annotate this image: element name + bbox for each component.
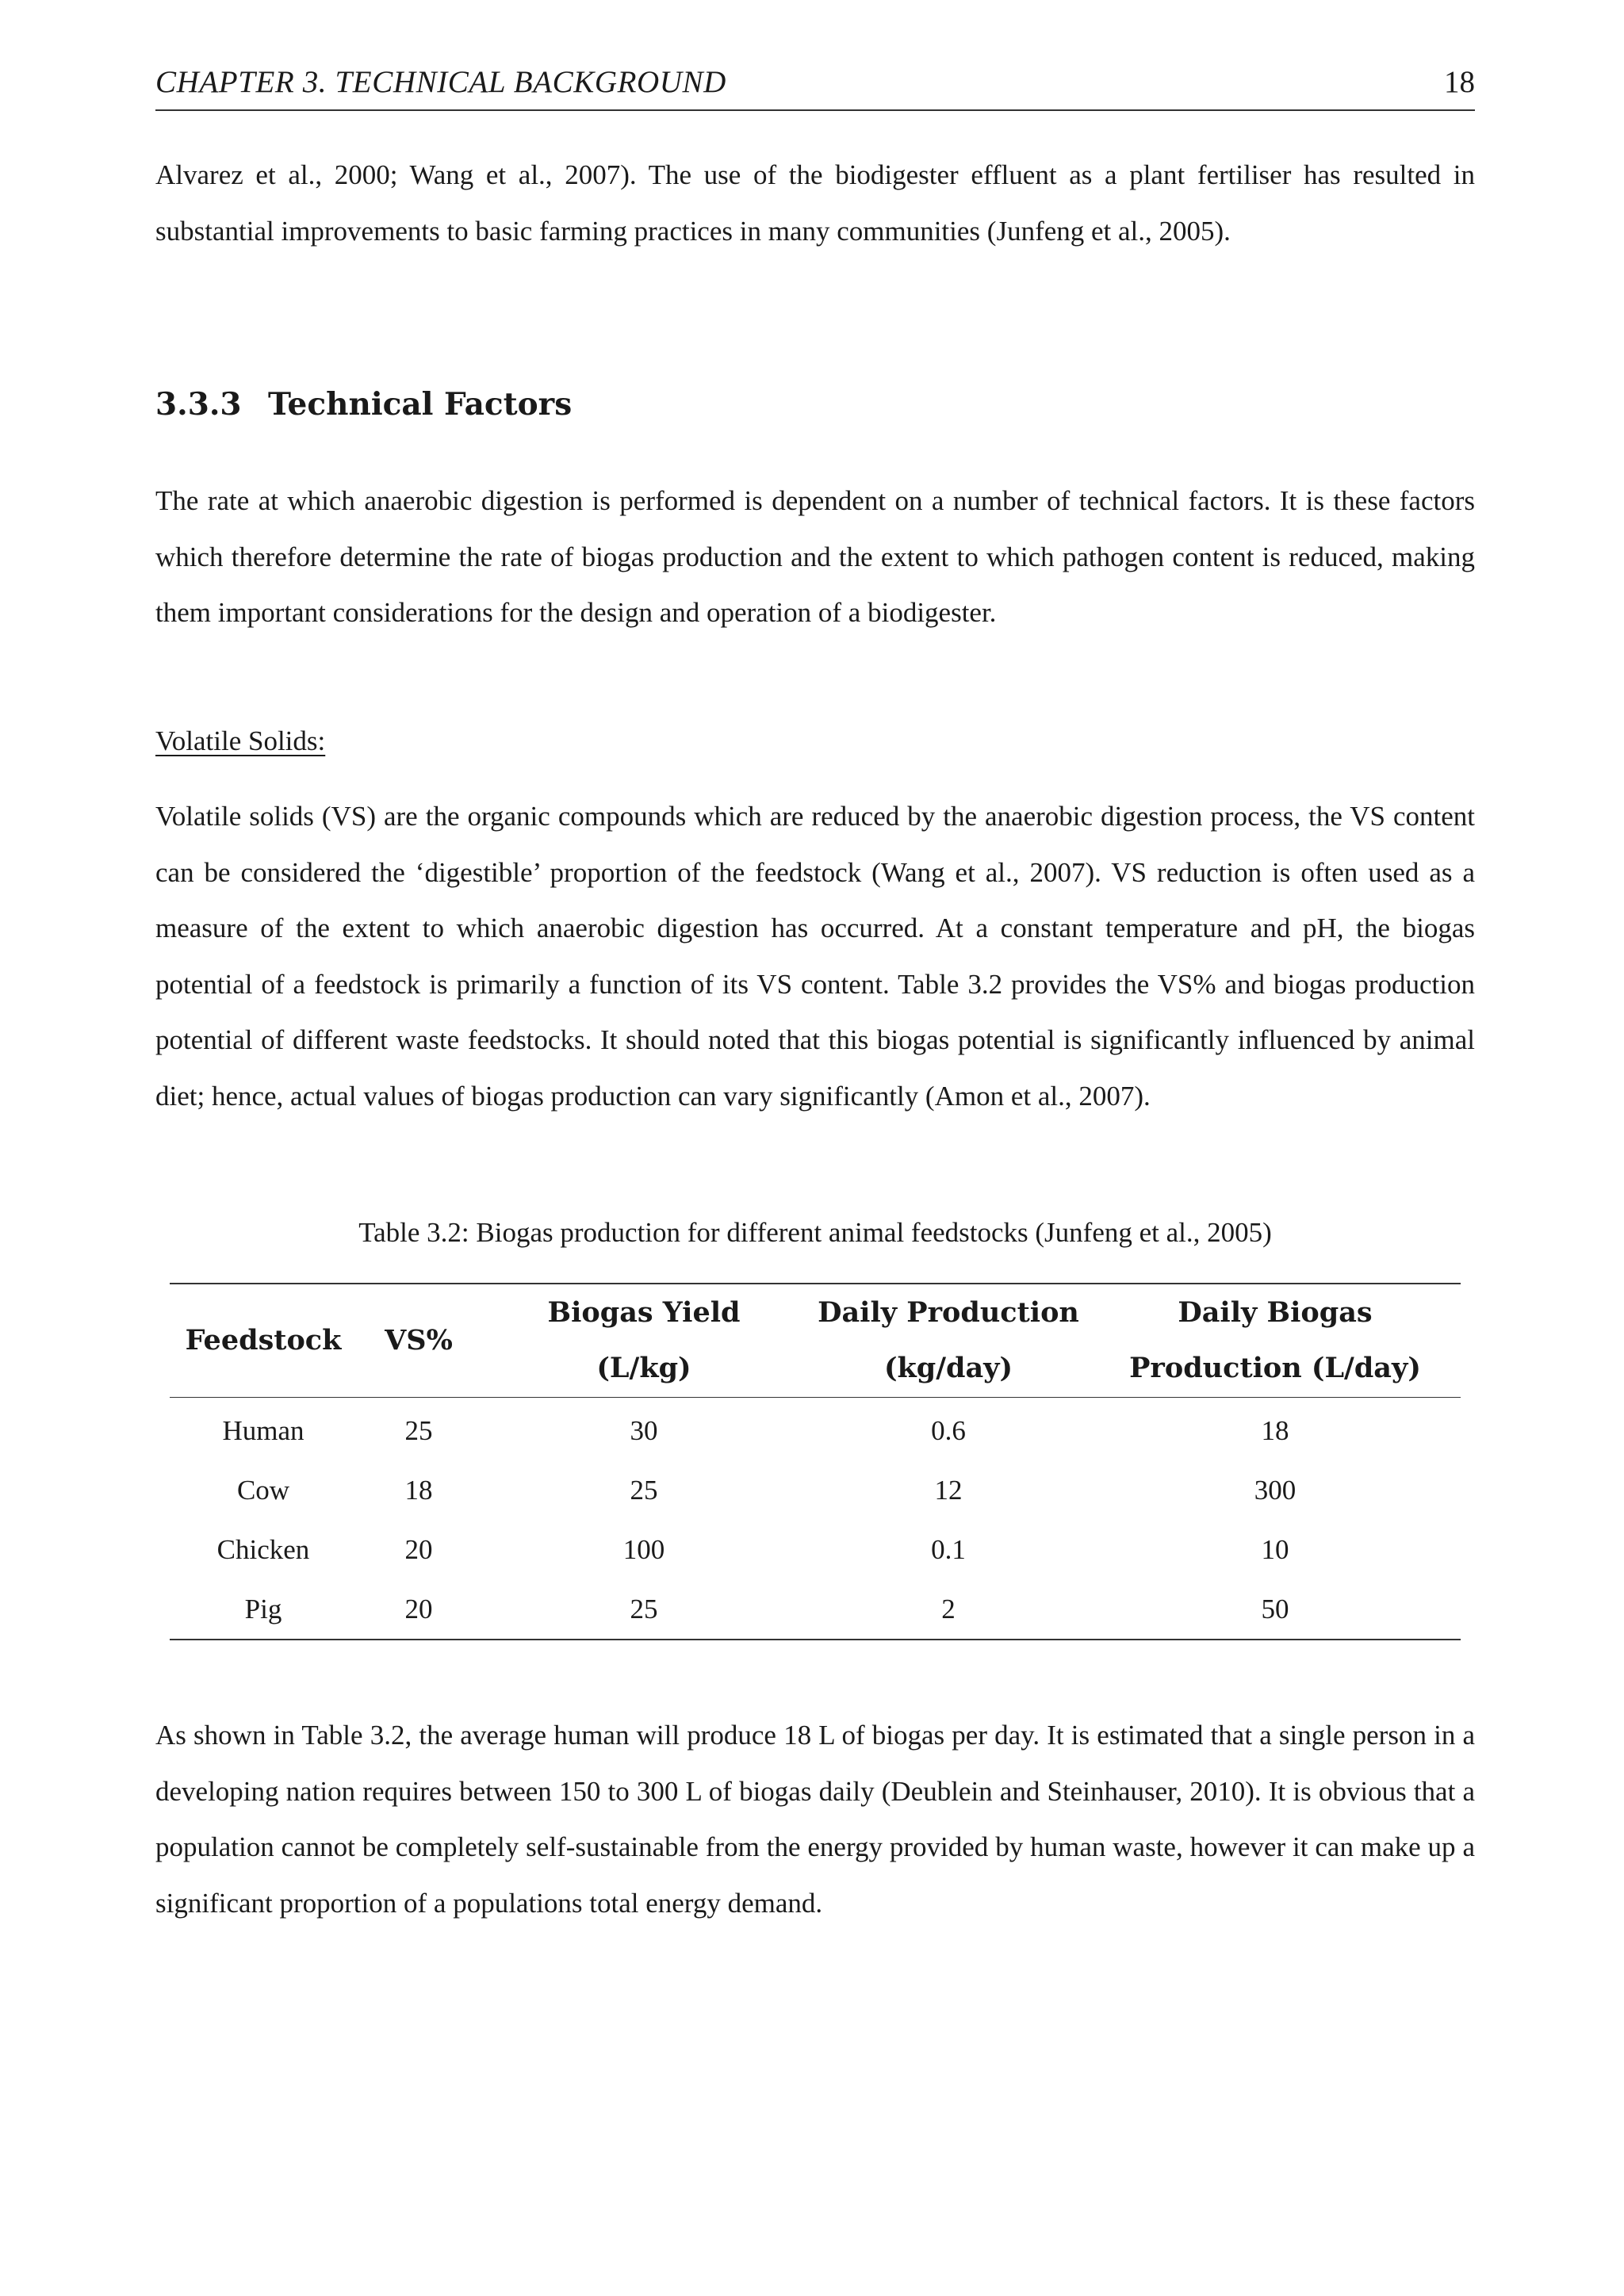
table-row (170, 1520, 1461, 1579)
cell-vs: 18 (404, 1475, 433, 1506)
cell-biogas: 50 (1261, 1594, 1289, 1624)
cell-feedstock: Pig (244, 1594, 282, 1624)
header-daily-biogas: Daily Biogas Production (L/day) (1129, 1296, 1421, 1384)
cell-vs: 25 (404, 1415, 433, 1446)
section-heading (155, 377, 572, 432)
header-biogas-yield: Biogas Yield (L/kg) (547, 1296, 741, 1384)
cell-daily: 0.1 (931, 1534, 966, 1565)
cell-feedstock: Chicken (216, 1534, 310, 1565)
cell-daily: 2 (941, 1594, 956, 1624)
header-vs: VS% (385, 1324, 453, 1357)
header-feedstock: Feedstock (185, 1324, 342, 1357)
cell-yield: 25 (630, 1475, 658, 1506)
cell-biogas: 300 (1254, 1475, 1297, 1506)
intro-paragraph: The rate at which anaerobic digestion is performed is dependent on a number of technical factors. It is these factors which therefore determine the rate of biogas production and the extent to which pathogen content is reduced, making them important considerations for the design and operation of a biodigester. (155, 485, 1475, 628)
running-header (155, 62, 1475, 111)
cell-yield: 25 (630, 1594, 658, 1624)
volatile-solids-subheading: Volatile Solids: (155, 725, 326, 756)
table-row (170, 1398, 1461, 1461)
table-header-row (170, 1284, 1461, 1398)
chapter-title: CHAPTER 3. TECHNICAL BACKGROUND (155, 65, 726, 99)
conclusion-paragraph: As shown in Table 3.2, the average human will produce 18 L of biogas per day. It is estimated that a single person in a developing nation requires between 150 to 300 L of biogas daily (Deublein and Steinhauser, 2010). It is obvious that a population cannot be completely self-sustainable from the energy provided by human waste, however it can make up a significant proportion of a populations total energy demand. (155, 1720, 1475, 1919)
cell-yield: 30 (630, 1415, 658, 1446)
cell-daily: 0.6 (931, 1415, 966, 1446)
page-number: 18 (1444, 65, 1475, 99)
table-row (170, 1460, 1461, 1520)
cell-vs: 20 (404, 1534, 433, 1565)
cell-feedstock: Human (222, 1415, 304, 1446)
cell-daily: 12 (934, 1475, 963, 1506)
document-page (155, 0, 1475, 2296)
section-number: 3.3.3 (155, 386, 242, 423)
section-title: Technical Factors (268, 386, 573, 423)
table-row (170, 1579, 1461, 1640)
cell-biogas: 18 (1261, 1415, 1289, 1446)
cell-feedstock: Cow (236, 1475, 290, 1506)
table-caption: Table 3.2: Biogas production for different animal feedstocks (Junfeng et al., 2005) (358, 1217, 1272, 1248)
header-daily-production: Daily Production (kg/day) (818, 1296, 1079, 1384)
biogas-table (170, 1283, 1461, 1640)
continuation-paragraph: Alvarez et al., 2000; Wang et al., 2007). The use of the biodigester effluent as a plant fertiliser has resulted in substantial improvements to basic farming practices in many communities (Junfeng et al., 2005). (155, 159, 1475, 247)
volatile-solids-paragraph: Volatile solids (VS) are the organic compounds which are reduced by the anaerobic digestion process, the VS content can be considered the ‘digestible’ proportion of the feedstock (Wang et al., 2007). VS reduction is often used as a measure of the extent to which anaerobic digestion has occurred. At a constant temperature and pH, the biogas potential of a feedstock is primarily a function of its VS content. Table 3.2 provides the VS% and biogas production potential of different waste feedstocks. It should noted that this biogas potential is significantly influenced by animal diet; hence, actual values of biogas production can vary significantly (Amon et al., 2007). (155, 801, 1475, 1112)
cell-vs: 20 (404, 1594, 433, 1624)
cell-yield: 100 (622, 1534, 665, 1565)
cell-biogas: 10 (1261, 1534, 1289, 1565)
